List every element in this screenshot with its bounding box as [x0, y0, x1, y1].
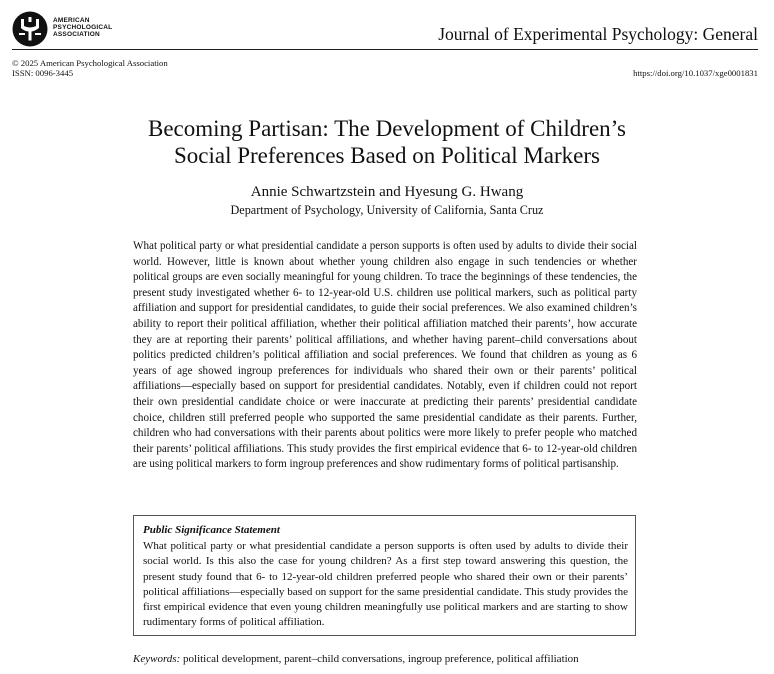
keywords [133, 653, 579, 665]
publication-meta [12, 58, 168, 78]
copyright: © 2025 American Psychological Association [12, 58, 168, 68]
apa-logo [12, 11, 122, 45]
article-title [0, 115, 774, 169]
abstract: What political party or what presidential candidate a person supports is often used by adults to divide their social world. However, little is known about whether young children also engage in such tendencies or whether political groups are even socially meaningful for young children. To trace the beginnings of these tendencies, the present study investigated whether 6- to 12-year-old U.S. children use political markers, such as political party affiliation and support for presidential candidates, to guide their social preferences. We also examined children’s ability to report their political affiliation, whether their political affiliation matched their parents’, how accurate they are at reporting their parents’ political affiliations, and whether having parent–child conversations about politics predicted children’s political affiliation and social preferences. We found that children as young as 6 years of age showed ingroup preferences for individuals who shared their own or their parents’ political affiliations—especially based on support for presidential candidates. Notably, even if children could not report their own presidential candidate choice or were inaccurate at predicting their parents’ presidential candidate choice, children still preferred people who supported the same presidential candidate as their parents. Further, children who had conversations with their parents about politics were more likely to prefer people who matched their parents’ political affiliations. This study provides the first empirical evidence that 6- to 12-year-old children are using political markers to form ingroup preferences and show rudimentary forms of political partisanship. [133, 240, 637, 471]
issn: ISSN: 0096-3445 [12, 68, 74, 78]
public-significance-body: What political party or what presidential candidate a person supports is often used by adults to divide their social world. Is this also the case for young children? As a first step toward answering this question, the present study found that 6- to 12-year-old children preferred people who shared their own or their parents’ political affiliations—especially based on support for the same presidential candidate. This study provides the first empirical evidence that even young children meaningfully use political markers and are starting to show rudimentary forms of political affiliation. [143, 540, 628, 629]
public-significance-title: Public Significance Statement [143, 524, 280, 536]
title-line-2: Social Preferences Based on Political Markers [173, 143, 600, 168]
doi-link[interactable]: https://doi.org/10.1037/xge0001831 [633, 68, 758, 78]
logo-line-2: PSYCHOLOGICAL [53, 24, 113, 31]
affiliation: Department of Psychology, University of California, Santa Cruz [230, 203, 544, 217]
public-significance-box [133, 515, 636, 636]
apa-logo-icon [12, 11, 48, 47]
logo-line-3: ASSOCIATION [53, 31, 100, 38]
journal-title: Journal of Experimental Psychology: General [438, 24, 758, 44]
header-rule [12, 49, 758, 50]
apa-logo-text [53, 17, 112, 38]
keywords-text: political development, parent–child conversations, ingroup preference, political affiliation [183, 653, 579, 665]
title-line-1: Becoming Partisan: The Development of Children’s [147, 116, 626, 141]
authors: Annie Schwartzstein and Hyesung G. Hwang [250, 184, 524, 200]
logo-line-1: AMERICAN [53, 17, 90, 24]
keywords-label: Keywords: [133, 653, 181, 665]
